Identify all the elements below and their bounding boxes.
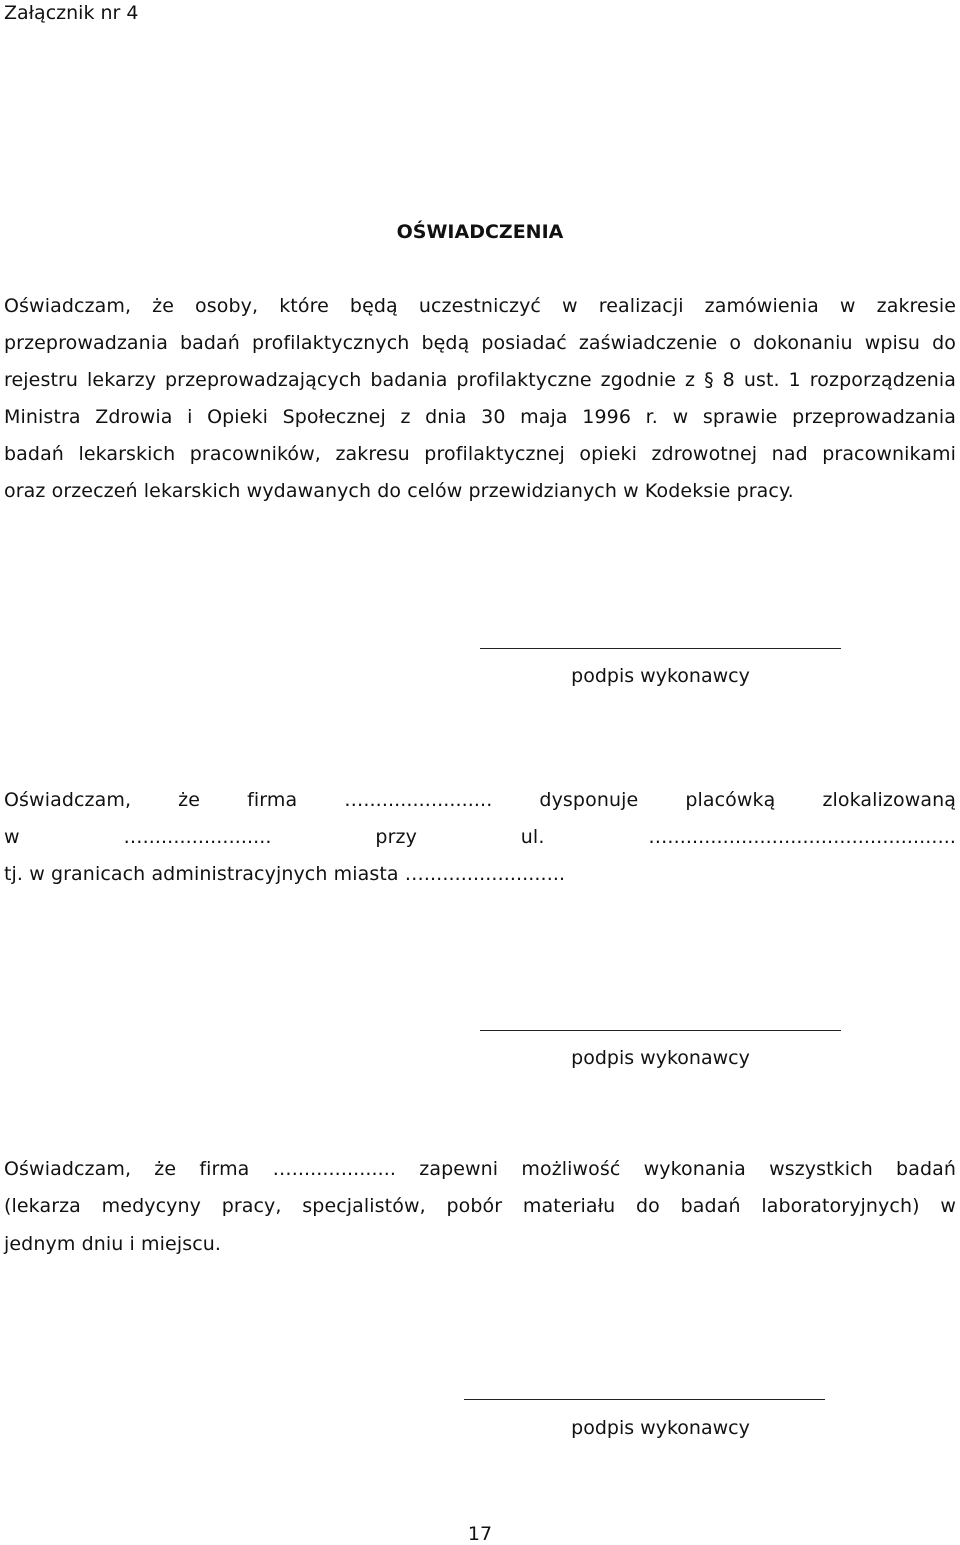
- statement-2-line-3: tj. w granicach administracyjnych miasta ….......................: [4, 863, 566, 885]
- statement-1-line-5: badań lekarskich pracowników, zakresu profilaktycznej opieki zdrowotnej nad pracownikami: [4, 443, 956, 465]
- attachment-label: Załącznik nr 4: [4, 2, 139, 24]
- signature-line-2: [480, 1030, 841, 1031]
- statement-1-line-2: przeprowadzania badań profilaktycznych będą posiadać zaświadczenie o dokonaniu wpisu do: [4, 332, 956, 354]
- statement-1-line-4: Ministra Zdrowia i Opieki Społecznej z dnia 30 maja 1996 r. w sprawie przeprowadzania: [4, 406, 956, 428]
- statement-2-line-2: w …..................... przy ul. …...............................................: [4, 826, 956, 848]
- signature-label-3: podpis wykonawcy: [571, 1417, 750, 1439]
- signature-line-1: [480, 648, 841, 649]
- statement-3-line-3: jednym dniu i miejscu.: [4, 1233, 222, 1255]
- statement-3-line-2: (lekarza medycyny pracy, specjalistów, pobór materiału do badań laboratoryjnych) w: [4, 1195, 956, 1217]
- statement-1-line-1: Oświadczam, że osoby, które będą uczestniczyć w realizacji zamówienia w zakresie: [4, 295, 956, 317]
- statement-1-line-3: rejestru lekarzy przeprowadzających badania profilaktyczne zgodnie z § 8 ust. 1 rozporządzenia: [4, 369, 956, 391]
- statement-2-line-1: Oświadczam, że firma …..................... dysponuje placówką zlokalizowaną: [4, 789, 956, 811]
- statement-3-line-1: Oświadczam, że firma …................. zapewni możliwość wykonania wszystkich badań: [4, 1158, 956, 1180]
- signature-label-2: podpis wykonawcy: [571, 1047, 750, 1069]
- document-title: OŚWIADCZENIA: [396, 221, 564, 243]
- statement-1-line-6: oraz orzeczeń lekarskich wydawanych do celów przewidzianych w Kodeksie pracy.: [4, 480, 794, 502]
- page-number: 17: [467, 1523, 493, 1545]
- signature-line-3: [464, 1399, 825, 1400]
- signature-label-1: podpis wykonawcy: [571, 665, 750, 687]
